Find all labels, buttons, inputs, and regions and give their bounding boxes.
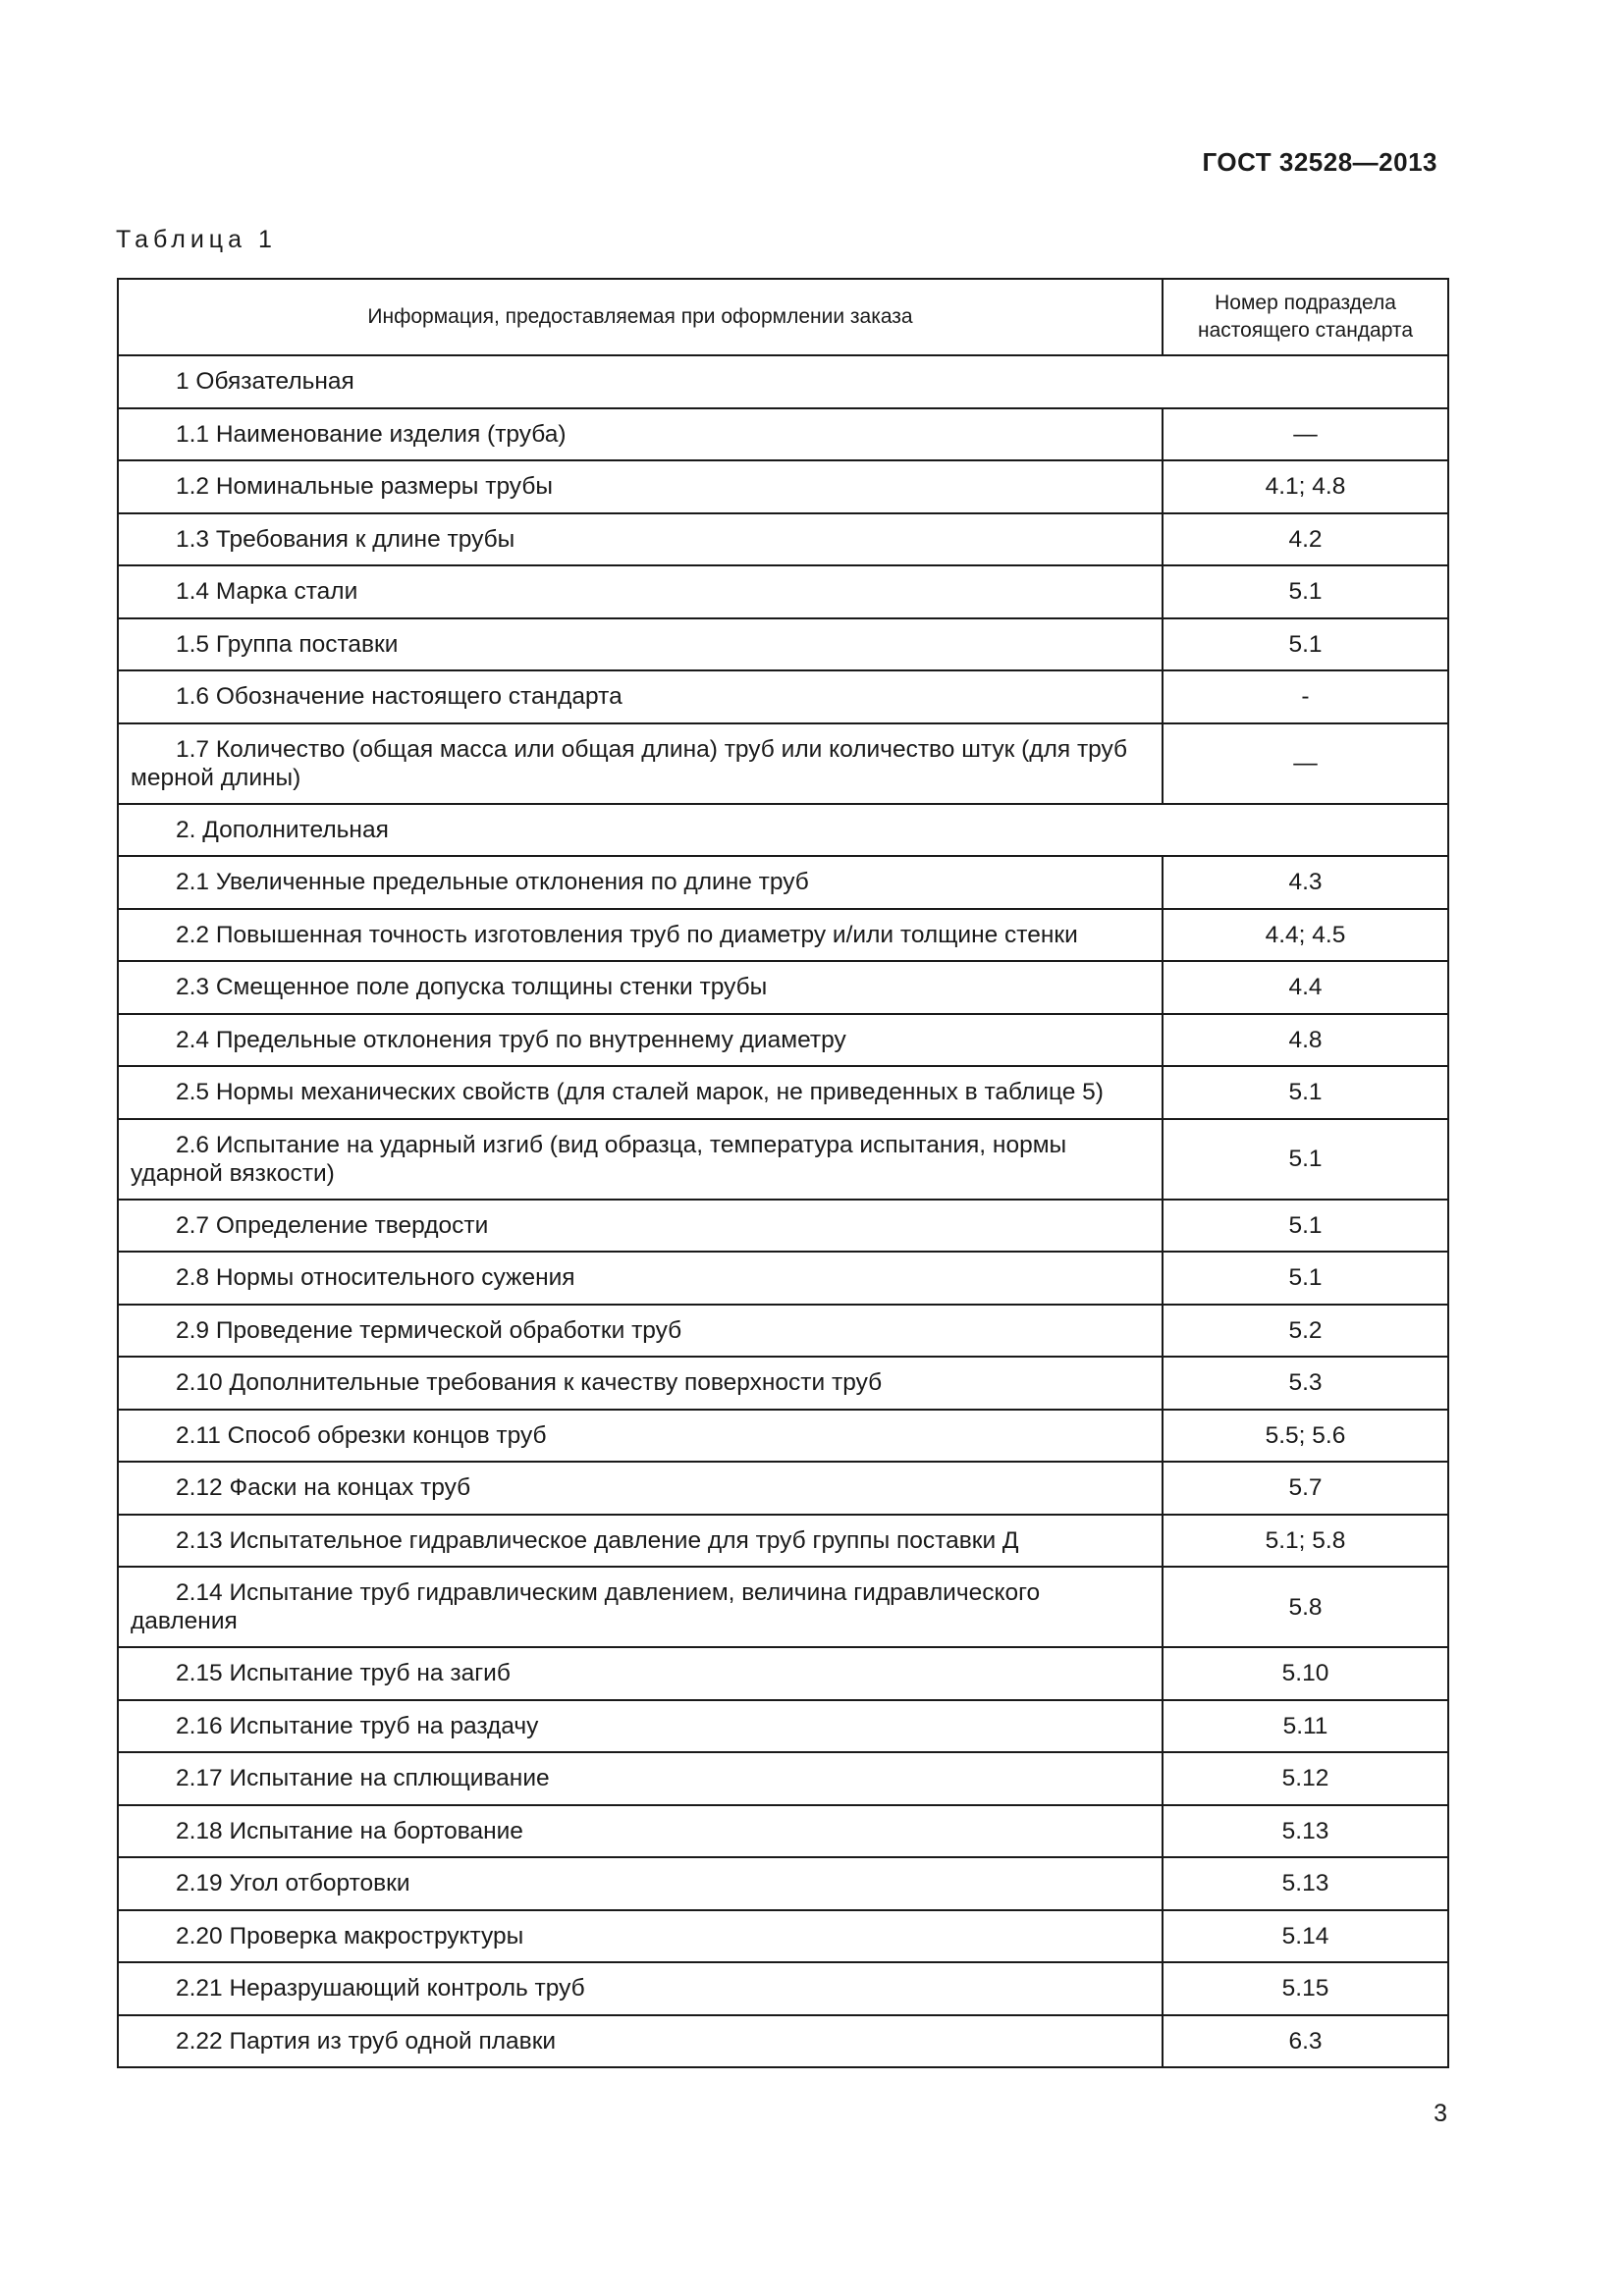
subsection-ref-cell: 5.14: [1163, 1910, 1448, 1963]
subsection-ref-cell: 4.1; 4.8: [1163, 460, 1448, 513]
info-cell: 2.4 Предельные отклонения труб по внутреннему диаметру: [118, 1014, 1163, 1067]
section-row: [118, 355, 1448, 408]
info-cell: 2.7 Определение твердости: [118, 1200, 1163, 1253]
info-cell: 1.7 Количество (общая масса или общая длина) труб или количество штук (для труб мерной длины): [118, 723, 1163, 804]
table-row: [118, 670, 1448, 723]
table-row: [118, 1647, 1448, 1700]
table-row: [118, 408, 1448, 461]
table-caption: Таблица 1: [116, 226, 277, 253]
info-cell: 2.11 Способ обрезки концов труб: [118, 1410, 1163, 1463]
info-cell: 1.5 Группа поставки: [118, 618, 1163, 671]
subsection-ref-cell: 5.1: [1163, 1200, 1448, 1253]
table-row: [118, 1910, 1448, 1963]
info-cell: 2.10 Дополнительные требования к качеству поверхности труб: [118, 1357, 1163, 1410]
subsection-ref-cell: —: [1163, 408, 1448, 461]
section-title: 2. Дополнительная: [118, 804, 1448, 857]
info-cell: 2.21 Неразрушающий контроль труб: [118, 1962, 1163, 2015]
info-cell: 1.1 Наименование изделия (труба): [118, 408, 1163, 461]
table-row: [118, 1752, 1448, 1805]
info-cell: 2.19 Угол отбортовки: [118, 1857, 1163, 1910]
subsection-ref-cell: 5.1: [1163, 1119, 1448, 1200]
info-cell: 2.12 Фаски на концах труб: [118, 1462, 1163, 1515]
table-row: [118, 1700, 1448, 1753]
table-row: [118, 1357, 1448, 1410]
table-row: [118, 460, 1448, 513]
info-cell: 1.2 Номинальные размеры трубы: [118, 460, 1163, 513]
table-body: [118, 355, 1448, 2067]
subsection-ref-cell: 4.4: [1163, 961, 1448, 1014]
info-cell: 1.6 Обозначение настоящего стандарта: [118, 670, 1163, 723]
table-row: [118, 1410, 1448, 1463]
info-cell: 2.13 Испытательное гидравлическое давление для труб группы поставки Д: [118, 1515, 1163, 1568]
subsection-ref-cell: 5.15: [1163, 1962, 1448, 2015]
table-row: [118, 513, 1448, 566]
info-cell: 2.3 Смещенное поле допуска толщины стенки трубы: [118, 961, 1163, 1014]
subsection-ref-cell: 5.1; 5.8: [1163, 1515, 1448, 1568]
info-cell: 2.15 Испытание труб на загиб: [118, 1647, 1163, 1700]
table-row: [118, 961, 1448, 1014]
info-cell: 1.4 Марка стали: [118, 565, 1163, 618]
info-cell: 2.5 Нормы механических свойств (для сталей марок, не приведенных в таблице 5): [118, 1066, 1163, 1119]
table-row: [118, 1014, 1448, 1067]
info-cell: 2.16 Испытание труб на раздачу: [118, 1700, 1163, 1753]
table-row: [118, 1857, 1448, 1910]
subsection-ref-cell: 4.8: [1163, 1014, 1448, 1067]
table-row: [118, 1462, 1448, 1515]
info-cell: 2.18 Испытание на бортование: [118, 1805, 1163, 1858]
subsection-ref-cell: 5.1: [1163, 1066, 1448, 1119]
subsection-ref-cell: -: [1163, 670, 1448, 723]
document-id: ГОСТ 32528—2013: [1202, 147, 1437, 177]
table-row: [118, 856, 1448, 909]
subsection-ref-cell: 4.4; 4.5: [1163, 909, 1448, 962]
info-cell: 2.2 Повышенная точность изготовления труб по диаметру и/или толщине стенки: [118, 909, 1163, 962]
subsection-ref-cell: 5.2: [1163, 1305, 1448, 1358]
subsection-ref-cell: 5.1: [1163, 565, 1448, 618]
info-cell: 2.17 Испытание на сплющивание: [118, 1752, 1163, 1805]
column-header-ref: Номер подраздела настоящего стандарта: [1163, 279, 1448, 355]
table-header-row: [118, 279, 1448, 355]
subsection-ref-cell: 5.12: [1163, 1752, 1448, 1805]
subsection-ref-cell: 5.13: [1163, 1805, 1448, 1858]
table-row: [118, 723, 1448, 804]
table-row: [118, 1119, 1448, 1200]
table-row: [118, 1066, 1448, 1119]
info-cell: 2.6 Испытание на ударный изгиб (вид образца, температура испытания, нормы ударной вязкости): [118, 1119, 1163, 1200]
table-row: [118, 1200, 1448, 1253]
subsection-ref-cell: 4.2: [1163, 513, 1448, 566]
subsection-ref-cell: 5.1: [1163, 1252, 1448, 1305]
subsection-ref-cell: 5.1: [1163, 618, 1448, 671]
table-row: [118, 1567, 1448, 1647]
subsection-ref-cell: 5.5; 5.6: [1163, 1410, 1448, 1463]
info-cell: 2.8 Нормы относительного сужения: [118, 1252, 1163, 1305]
table-row: [118, 565, 1448, 618]
table-row: [118, 1805, 1448, 1858]
info-cell: 1.3 Требования к длине трубы: [118, 513, 1163, 566]
subsection-ref-cell: —: [1163, 723, 1448, 804]
column-header-info: Информация, предоставляемая при оформлении заказа: [118, 279, 1163, 355]
table-row: [118, 618, 1448, 671]
table-row: [118, 2015, 1448, 2068]
section-title: 1 Обязательная: [118, 355, 1448, 408]
subsection-ref-cell: 5.13: [1163, 1857, 1448, 1910]
section-row: [118, 804, 1448, 857]
table-row: [118, 1252, 1448, 1305]
page-number: 3: [1434, 2100, 1447, 2127]
subsection-ref-cell: 5.8: [1163, 1567, 1448, 1647]
info-cell: 2.22 Партия из труб одной плавки: [118, 2015, 1163, 2068]
subsection-ref-cell: 5.3: [1163, 1357, 1448, 1410]
table-row: [118, 1515, 1448, 1568]
table-row: [118, 1962, 1448, 2015]
order-info-table: [117, 278, 1449, 2068]
subsection-ref-cell: 5.11: [1163, 1700, 1448, 1753]
subsection-ref-cell: 4.3: [1163, 856, 1448, 909]
subsection-ref-cell: 5.7: [1163, 1462, 1448, 1515]
table-row: [118, 909, 1448, 962]
info-cell: 2.14 Испытание труб гидравлическим давлением, величина гидравлического давления: [118, 1567, 1163, 1647]
subsection-ref-cell: 6.3: [1163, 2015, 1448, 2068]
table-row: [118, 1305, 1448, 1358]
info-cell: 2.20 Проверка макроструктуры: [118, 1910, 1163, 1963]
info-cell: 2.1 Увеличенные предельные отклонения по длине труб: [118, 856, 1163, 909]
info-cell: 2.9 Проведение термической обработки труб: [118, 1305, 1163, 1358]
subsection-ref-cell: 5.10: [1163, 1647, 1448, 1700]
